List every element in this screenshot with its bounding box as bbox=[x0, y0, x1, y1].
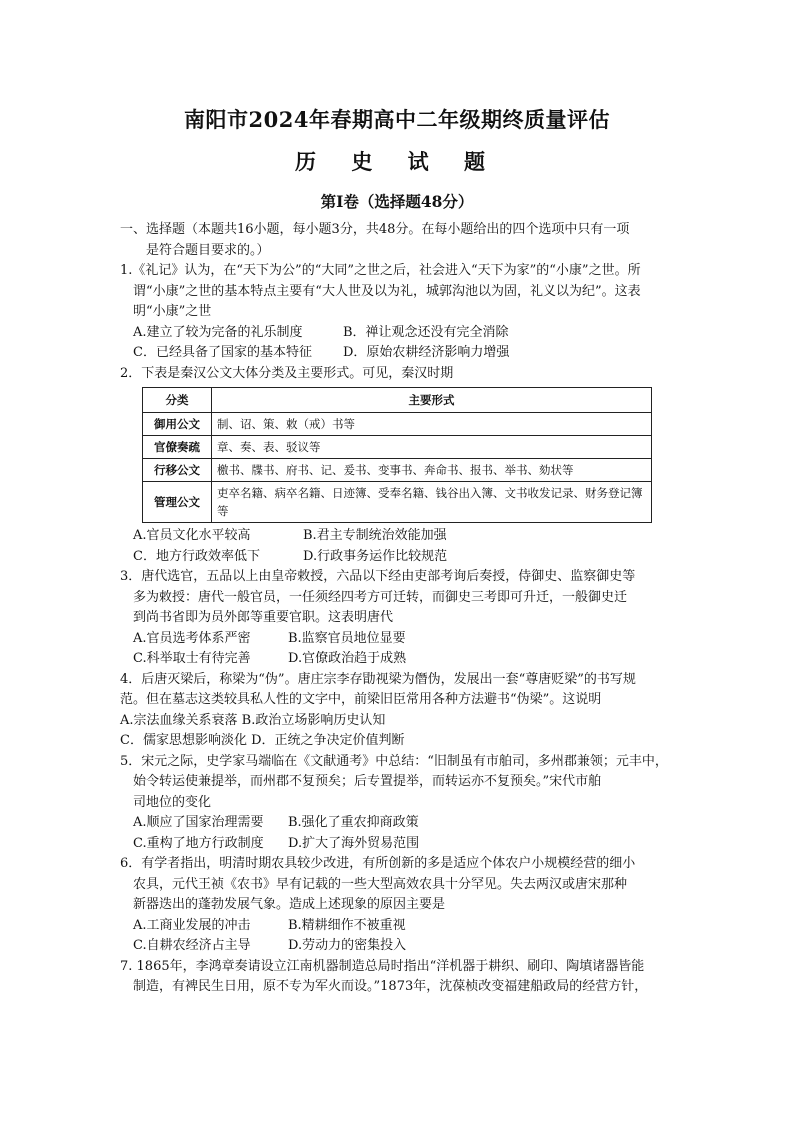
question-stem-line: 司地位的变化 bbox=[133, 794, 212, 810]
table-cell-forms: 章、奏、表、驳议等 bbox=[212, 436, 652, 459]
option-d[interactable]: D．原始农耕经济影响力增强 bbox=[343, 345, 510, 360]
option-a[interactable]: A.官员选考体系严密 bbox=[133, 630, 251, 646]
exam-content bbox=[120, 220, 690, 998]
option-row bbox=[133, 916, 690, 937]
option-row bbox=[133, 526, 690, 547]
question-stem-line: 7. 1865年，李鸿章奏请设立江南机器制造总局时指出“洋机器于耕织、刷印、陶填诸器皆能 bbox=[120, 958, 645, 974]
option-row bbox=[133, 547, 690, 568]
table-header-cell: 分类 bbox=[143, 388, 212, 413]
option-row bbox=[133, 834, 690, 855]
question-stem-line: 3．唐代选官，五品以上由皇帝敕授，六品以下经由吏部考询后奏授，侍御史、监察御史等 bbox=[120, 569, 636, 584]
table-cell-category: 御用公文 bbox=[143, 413, 212, 436]
option-b[interactable]: B.监察官员地位显要 bbox=[288, 630, 406, 646]
section-instructions-line: 一、选择题（本题共16小题，每小题3分，共48分。在每小题给出的四个选项中只有一项 bbox=[120, 222, 630, 237]
table-header-cell: 主要形式 bbox=[212, 388, 652, 413]
option-row bbox=[133, 629, 690, 650]
option-a[interactable]: A.官员文化水平较高 bbox=[133, 528, 251, 543]
question-7 bbox=[120, 957, 690, 998]
option-a[interactable]: A.建立了较为完备的礼乐制度 bbox=[133, 324, 303, 340]
section-instructions-line: 是符合题目要求的。） bbox=[146, 242, 270, 258]
question-stem-line: 到尚书省即为员外郎等重要官职。这表明唐代 bbox=[133, 610, 394, 625]
option-d[interactable]: D.行政事务运作比较规范 bbox=[303, 548, 448, 564]
option-a[interactable]: A.顺应了国家治理需要 bbox=[133, 815, 264, 830]
option-b[interactable]: B.精耕细作不被重视 bbox=[288, 917, 406, 933]
option-line[interactable]: C．儒家思想影响淡化 D．正统之争决定价值判断 bbox=[120, 733, 405, 748]
question-stem-line: 农具，元代王祯《农书》早有记载的一些大型高效农具十分罕见。失去两汉或唐宋那种 bbox=[133, 876, 628, 892]
table-row bbox=[143, 436, 652, 459]
question-stem-line: 谓“小康”之世的基本特点主要有“大人世及以为礼，城郭沟池以为固，礼义以为纪”。这表 bbox=[133, 283, 641, 299]
option-row bbox=[133, 813, 690, 834]
part-title: 第I卷（选择题48分） bbox=[320, 192, 474, 211]
question-4 bbox=[120, 670, 690, 752]
question-2 bbox=[120, 364, 690, 568]
option-row bbox=[133, 936, 690, 957]
option-d[interactable]: D.官僚政治趋于成熟 bbox=[288, 651, 407, 666]
question-stem-line: 2．下表是秦汉公文大体分类及主要形式。可见，秦汉时期 bbox=[120, 365, 454, 381]
table-cell-category: 官僚奏疏 bbox=[143, 436, 212, 459]
document-types-table bbox=[142, 387, 652, 523]
option-a[interactable]: A.工商业发展的冲击 bbox=[133, 917, 251, 933]
table-cell-forms: 吏卒名籍、病卒名籍、日迹簿、受奉名籍、钱谷出入簿、文书收发记录、财务登记簿等 bbox=[212, 482, 652, 523]
question-6 bbox=[120, 854, 690, 957]
question-1 bbox=[120, 261, 690, 364]
question-stem-line: 范。但在墓志这类较具私人性的文字中，前梁旧臣常用各种方法避书“伪梁”。这说明 bbox=[120, 692, 602, 707]
question-3 bbox=[120, 567, 690, 670]
question-stem-line: 制造，有裨民生日用，原不专为军火而设。”1873年，沈葆桢改变福建船政局的经营方针， bbox=[133, 979, 648, 994]
question-stem-line: 始令转运使兼提举，而州郡不复预矣；后专置提举，而转运亦不复预矣。”宋代市舶 bbox=[133, 774, 602, 789]
table-header-row bbox=[143, 388, 652, 413]
option-c[interactable]: C．已经具备了国家的基本特征 bbox=[133, 345, 312, 360]
table-cell-category: 管理公文 bbox=[143, 482, 212, 523]
subject-title: 历 史 试 题 bbox=[295, 149, 499, 174]
question-stem-line: 5．宋元之际，史学家马端临在《文献通考》中总结：“旧制虽有市舶司，多州郡兼领；元丰中， bbox=[120, 753, 668, 769]
option-b[interactable]: B.君主专制统治效能加强 bbox=[303, 528, 447, 543]
option-d[interactable]: D.劳动力的密集投入 bbox=[288, 938, 407, 953]
table-row bbox=[143, 482, 652, 523]
exam-title: 南阳市2024年春期高中二年级期终质量评估 bbox=[184, 107, 610, 132]
option-c[interactable]: C.重构了地方行政制度 bbox=[133, 835, 264, 851]
table-cell-forms: 制、诏、策、敕（戒）书等 bbox=[212, 413, 652, 436]
option-row bbox=[133, 323, 690, 344]
question-5 bbox=[120, 752, 690, 855]
option-b[interactable]: B．禅让观念还没有完全消除 bbox=[343, 324, 509, 340]
option-row bbox=[133, 649, 690, 670]
question-stem-line: 新器迭出的蓬勃发展气象。造成上述现象的原因主要是 bbox=[133, 897, 446, 912]
table-row bbox=[143, 413, 652, 436]
table-cell-category: 行移公文 bbox=[143, 459, 212, 482]
option-b[interactable]: B.强化了重农抑商政策 bbox=[288, 815, 419, 830]
question-stem-line: 4．后唐灭梁后，称梁为“伪”。唐庄宗李存勖视梁为僭伪，发展出一套“尊唐贬梁”的书写规 bbox=[120, 671, 636, 687]
question-stem-line: 多为敕授：唐代一般官员，一任须经四考方可迁转，而御史三考即可升迁，一般御史迁 bbox=[133, 589, 628, 605]
option-c[interactable]: C.科举取士有待完善 bbox=[133, 651, 251, 666]
option-c[interactable]: C．地方行政效率低下 bbox=[133, 548, 260, 564]
option-row bbox=[133, 343, 690, 364]
question-stem-line: 1.《礼记》认为，在“天下为公”的“大同”之世之后，社会进入“天下为家”的“小康”之世。所 bbox=[120, 263, 641, 278]
table-cell-forms: 檄书、牒书、府书、记、爰书、变事书、奔命书、报书、举书、劾状等 bbox=[212, 459, 652, 482]
question-stem-line: 6．有学者指出，明清时期农具较少改进，有所创新的多是适应个体农户小规模经营的细小 bbox=[120, 856, 636, 871]
option-d[interactable]: D.扩大了海外贸易范围 bbox=[288, 835, 420, 851]
table-row bbox=[143, 459, 652, 482]
question-stem-line: 明“小康”之世 bbox=[133, 304, 212, 319]
option-line[interactable]: A.宗法血缘关系衰落 B.政治立场影响历史认知 bbox=[120, 712, 386, 728]
option-c[interactable]: C.自耕农经济占主导 bbox=[133, 938, 251, 953]
